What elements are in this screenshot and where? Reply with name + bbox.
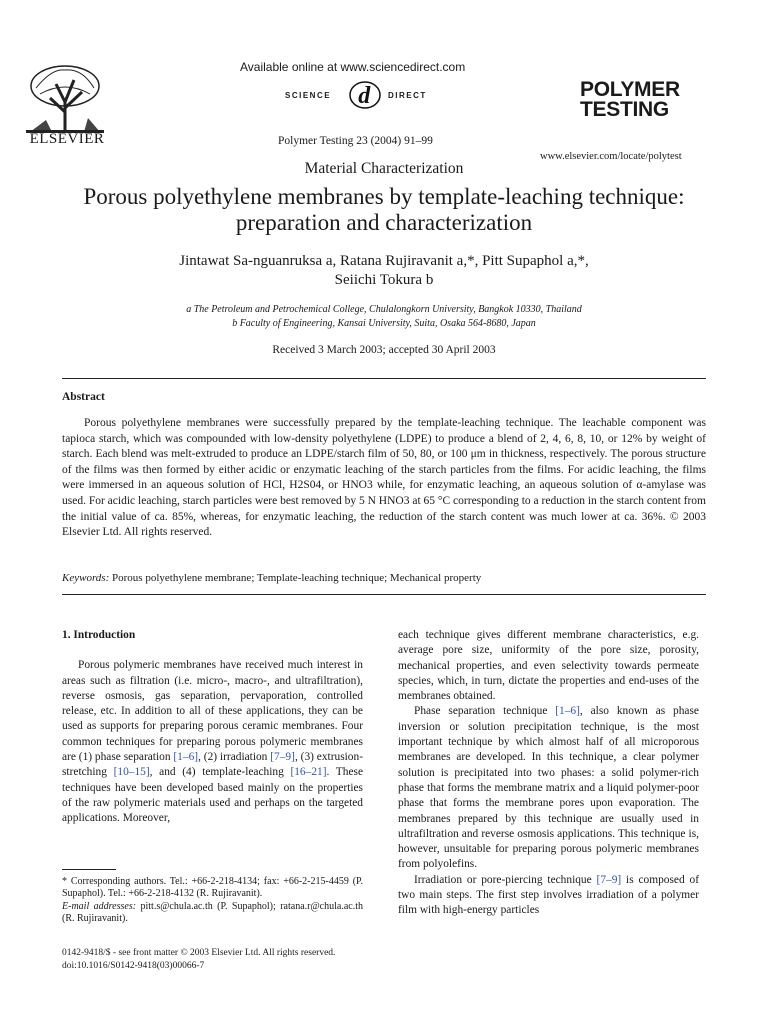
journal-url-link[interactable]: www.elsevier.com/locate/polytest — [540, 151, 682, 162]
svg-text:d: d — [358, 83, 372, 109]
reference-link[interactable]: [7–9] — [270, 751, 295, 764]
email-addresses — [62, 901, 363, 926]
intro-p1-text-a: Porous polymeric membranes have received much interest in areas such as filtration (i.e. micro-, macro-, and ultrafiltration), reverse osmosis, gas separation, pervaporation, controlled release, etc. In addition to all of these applications, they can be used as supports for preparing porous ceramic membranes. Four common techniques for preparing porous polymeric membranes are (1) phase separation — [62, 659, 363, 764]
article-title: Porous polyethylene membranes by template-leaching technique: preparation and characterization — [83, 184, 685, 235]
affiliation-a: a The Petroleum and Petrochemical College, Chulalongkorn University, Bangkok 10330, Thailand — [186, 304, 582, 315]
keywords-text: Porous polyethylene membrane; Template-leaching technique; Mechanical property — [112, 572, 482, 584]
available-online-text: Available online at www.sciencedirect.com — [240, 60, 466, 74]
intro-p1-text-d: , and (4) template-leaching — [149, 766, 291, 779]
keywords-label: Keywords: — [62, 572, 110, 584]
doi-line[interactable]: doi:10.1016/S0142-9418(03)00066-7 — [62, 960, 205, 971]
elsevier-tree-logo — [22, 62, 108, 134]
article-section-type: Material Characterization — [304, 160, 464, 177]
reference-link[interactable]: [1–6] — [173, 751, 199, 764]
email-label: E-mail addresses: — [62, 900, 137, 912]
reference-link[interactable]: [10–15] — [113, 766, 150, 779]
affiliations — [60, 303, 708, 331]
reference-link[interactable]: [1–6] — [555, 705, 580, 718]
intro-p2-text-b: , also known as phase inversion or solution precipitation technique, is the most important technique by which almost half of all microporous membranes are developed. In this technique, a clear polymer solution is precipitated into two phases: a solid polymer-rich phase that forms the membrane matrix and a liquid polymer-poor phase that forms the membrane pores upon evaporation. The membranes prepared by this technique are usually used in ultrafiltration and reverse osmosis applications. This technique is, however, unsuitable for preparing porous polymeric membranes from polyolefins. — [398, 705, 699, 871]
sciencedirect-d-icon — [347, 80, 383, 110]
abstract-top-rule — [62, 378, 706, 379]
journal-title-logo — [580, 80, 708, 120]
introduction-heading: 1. Introduction — [62, 629, 136, 641]
email-values: pitt.s@chula.ac.th (P. Supaphol); ratana.r@chula.ac.th (R. Rujiravanit). — [62, 900, 363, 925]
intro-p1-text-e: . These techniques have been developed based mainly on the properties of the raw polymeric materials used and perhaps on the targeted applications. Moreover, — [62, 766, 364, 825]
journal-citation: Polymer Testing 23 (2004) 91–99 — [278, 135, 433, 147]
sciencedirect-right-text: DIRECT — [388, 91, 427, 100]
intro-p1-text-c: , (3) extrusion-stretching — [62, 751, 363, 779]
intro-continuation: each technique gives different membrane characteristics, e.g. average pore size, uniformity of the pore size, porosity, mechanical properties, and even selectivity towards permeate species, which, in turn, dictate the properties and end-uses of the membranes obtained. — [398, 629, 699, 703]
reference-link[interactable]: [7–9] — [596, 873, 622, 886]
journal-title-line2: TESTING — [580, 98, 669, 121]
authors-line1: Jintawat Sa-nguanruksa a, Ratana Rujiravanit a,*, Pitt Supaphol a,*, — [179, 253, 589, 269]
intro-paragraph-3 — [398, 873, 699, 919]
affiliation-b: b Faculty of Engineering, Kansai University, Suita, Osaka 564-8680, Japan — [232, 318, 536, 329]
intro-p2-text-a: Phase separation technique — [414, 705, 556, 718]
corresponding-author-text: * Corresponding authors. Tel.: +66-2-218-4134; fax: +66-2-215-4459 (P. Supaphol). Tel.: +66-2-218-4132 (R. Rujiravanit). — [62, 876, 363, 900]
publisher-name: ELSEVIER — [29, 131, 105, 147]
intro-paragraph-1 — [62, 658, 363, 826]
journal-title-line1: POLYMER — [580, 78, 680, 101]
author-list — [60, 252, 708, 290]
corresponding-author-footnote — [62, 876, 363, 926]
authors-line2: Seiichi Tokura b — [334, 272, 434, 288]
intro-p1-text-b: , (2) irradiation — [198, 751, 271, 764]
left-column — [62, 628, 363, 827]
right-column — [398, 628, 699, 919]
abstract-heading: Abstract — [62, 391, 105, 403]
sciencedirect-logo — [285, 80, 465, 110]
intro-p3-text-a: Irradiation or pore-piercing technique — [414, 873, 597, 886]
keywords-line — [62, 572, 706, 584]
abstract-bottom-rule — [62, 594, 706, 595]
issn-line: 0142-9418/$ - see front matter © 2003 Elsevier Ltd. All rights reserved. — [62, 948, 336, 958]
sciencedirect-left-text: SCIENCE — [285, 91, 332, 100]
footnote-rule — [62, 869, 116, 870]
received-dates: Received 3 March 2003; accepted 30 April 2003 — [272, 344, 496, 356]
reference-link[interactable]: [16–21] — [290, 766, 327, 779]
intro-p3-text-b: is composed of two main steps. The first step involves irradiation of a polymer film with high-energy particles — [398, 873, 699, 917]
front-matter — [62, 947, 462, 972]
intro-paragraph-2 — [398, 704, 699, 872]
abstract-body: Porous polyethylene membranes were successfully prepared by the template-leaching technique. The leachable component was tapioca starch, which was compounded with low-density polyethylene (LDPE) to produce a blend of 2, 4, 6, 8, 10, or 12% by weight of starch. Each blend was melt-extruded to produce an LDPE/starch film of 50, 80, or 100 μm in thickness, respectively. The porous structure of the films was then formed by either acidic or enzymatic leaching of the starch particles from the films. For acidic leaching, the films were immersed in an aqueous solution of HCl, H2S04, or HNO3 while, for enzymatic leaching, an aqueous solution of α-amylase was used. For acidic leaching, starch particles were best removed by 5 N HNO3 at 65 °C corresponding to a reduction in the starch content from the initial value of ca. 85%, whereas, for enzymatic leaching, the reduction of the starch content was much lower at ca. 36%. © 2003 Elsevier Ltd. All rights reserved. — [62, 417, 706, 539]
